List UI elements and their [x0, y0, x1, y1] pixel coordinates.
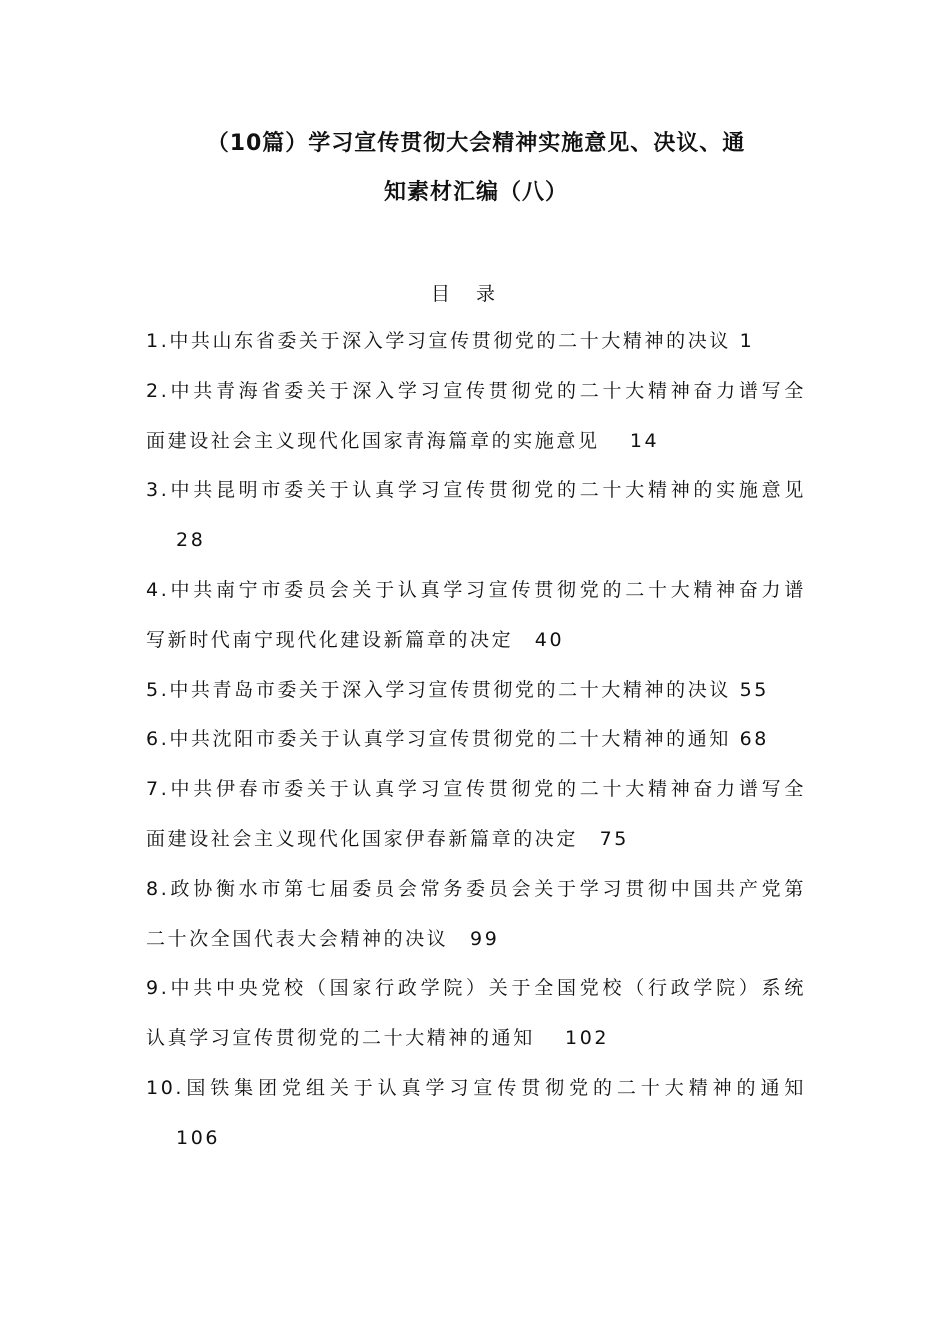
toc-entry-8-line-2[interactable]: 二十次全国代表大会精神的决议 99 — [146, 928, 500, 950]
document-title-line-1: （10篇）学习宣传贯彻大会精神实施意见、决议、通 — [206, 131, 746, 156]
toc-entry-5[interactable]: 5.中共青岛市委关于深入学习宣传贯彻党的二十大精神的决议 55 — [146, 679, 769, 701]
toc-entry-3-page-number[interactable]: 28 — [176, 529, 206, 551]
toc-entry-2-line-1[interactable]: 2.中共青海省委关于深入学习宣传贯彻党的二十大精神奋力谱写全 — [146, 380, 806, 402]
toc-entry-4-line-2[interactable]: 写新时代南宁现代化建设新篇章的决定 40 — [146, 629, 565, 651]
toc-entry-1[interactable]: 1.中共山东省委关于深入学习宣传贯彻党的二十大精神的决议 1 — [146, 330, 755, 352]
toc-entry-4-line-1[interactable]: 4.中共南宁市委员会关于认真学习宣传贯彻党的二十大精神奋力谱 — [146, 579, 806, 601]
toc-entry-10-page-number[interactable]: 106 — [176, 1127, 221, 1149]
toc-entry-6[interactable]: 6.中共沈阳市委关于认真学习宣传贯彻党的二十大精神的通知 68 — [146, 728, 769, 750]
toc-heading: 目录 — [430, 283, 521, 305]
toc-entry-2-line-2[interactable]: 面建设社会主义现代化国家青海篇章的实施意见 14 — [146, 430, 660, 452]
toc-entry-7-line-1[interactable]: 7.中共伊春市委关于认真学习宣传贯彻党的二十大精神奋力谱写全 — [146, 778, 806, 800]
toc-entry-3-line-1[interactable]: 3.中共昆明市委关于认真学习宣传贯彻党的二十大精神的实施意见 — [146, 479, 806, 501]
toc-entry-9-line-1[interactable]: 9.中共中央党校（国家行政学院）关于全国党校（行政学院）系统 — [146, 977, 806, 999]
toc-entry-9-line-2[interactable]: 认真学习宣传贯彻党的二十大精神的通知 102 — [146, 1027, 610, 1049]
toc-entry-8-line-1[interactable]: 8.政协衡水市第七届委员会常务委员会关于学习贯彻中国共产党第 — [146, 878, 806, 900]
toc-entry-10-line-1[interactable]: 10.国铁集团党组关于认真学习宣传贯彻党的二十大精神的通知 — [146, 1077, 806, 1099]
toc-entry-7-line-2[interactable]: 面建设社会主义现代化国家伊春新篇章的决定 75 — [146, 828, 629, 850]
document-title-line-2: 知素材汇编（八） — [383, 180, 568, 205]
